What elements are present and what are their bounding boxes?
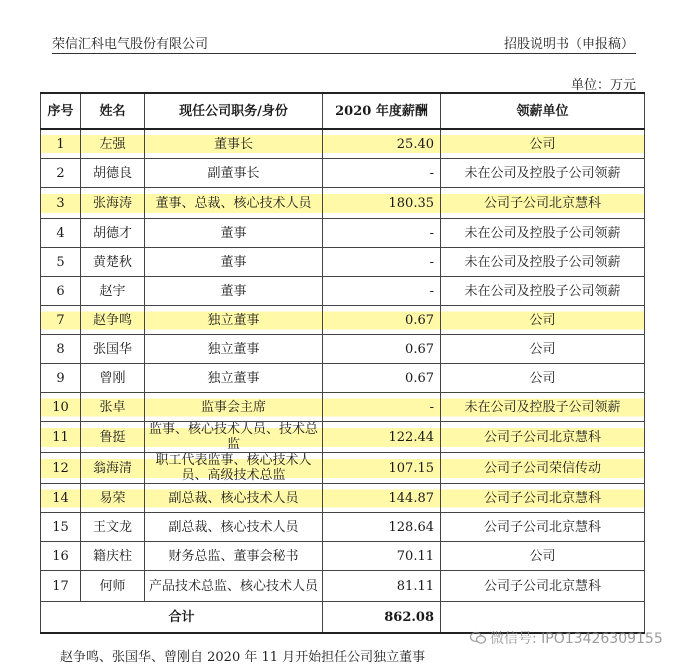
row-role: 独立董事 (145, 364, 323, 393)
row-payer: 未在公司及控股子公司领薪 (441, 277, 645, 306)
row-payer: 公司 (441, 364, 645, 393)
row-payer: 公司 (441, 129, 645, 159)
row-role: 产品技术总监、核心技术人员 (145, 571, 323, 602)
row-role: 监事会主席 (145, 393, 323, 422)
row-name: 胡德良 (81, 159, 145, 188)
row-salary: - (323, 219, 441, 248)
row-name: 胡德才 (81, 219, 145, 248)
watermark-text: 微信号: IPO13426309155 (490, 631, 663, 647)
table-row (41, 484, 645, 513)
row-salary: 81.11 (323, 571, 441, 602)
table-row (41, 159, 645, 188)
table-row (41, 571, 645, 602)
row-role: 副总裁、核心技术人员 (145, 484, 323, 513)
row-salary: - (323, 159, 441, 188)
row-payer: 未在公司及控股子公司领薪 (441, 219, 645, 248)
row-name: 赵宇 (81, 277, 145, 306)
table-row (41, 129, 645, 159)
row-name: 曾刚 (81, 364, 145, 393)
table-row (41, 513, 645, 542)
row-no: 1 (41, 129, 81, 159)
table-row (41, 542, 645, 571)
row-salary: 0.67 (323, 306, 441, 335)
row-payer: 公司子公司北京慧科 (441, 188, 645, 219)
row-no: 2 (41, 159, 81, 188)
row-no: 7 (41, 306, 81, 335)
row-role: 董事、总裁、核心技术人员 (145, 188, 323, 219)
row-name: 鲁挺 (81, 422, 145, 453)
row-name: 翁海清 (81, 453, 145, 484)
row-name: 籍庆柱 (81, 542, 145, 571)
unit-label: 单位：万元 (570, 78, 636, 93)
compensation-table (40, 92, 645, 634)
row-salary: - (323, 248, 441, 277)
row-name: 王文龙 (81, 513, 145, 542)
row-payer: 未在公司及控股子公司领薪 (441, 159, 645, 188)
row-payer: 公司子公司荣信传动 (441, 453, 645, 484)
row-salary: 107.15 (323, 453, 441, 484)
table-row (41, 188, 645, 219)
table-row (41, 219, 645, 248)
row-name: 张国华 (81, 335, 145, 364)
row-payer: 公司子公司北京慧科 (441, 513, 645, 542)
row-no: 8 (41, 335, 81, 364)
row-salary: 128.64 (323, 513, 441, 542)
row-name: 赵争鸣 (81, 306, 145, 335)
row-salary: 0.67 (323, 364, 441, 393)
row-role: 董事 (145, 277, 323, 306)
col-header-role: 现任公司职务/身份 (145, 93, 323, 129)
table-row (41, 453, 645, 484)
row-salary: 122.44 (323, 422, 441, 453)
table-row (41, 277, 645, 306)
row-no: 9 (41, 364, 81, 393)
row-payer: 公司子公司北京慧科 (441, 422, 645, 453)
row-no: 16 (41, 542, 81, 571)
table-row (41, 248, 645, 277)
row-name: 左强 (81, 129, 145, 159)
row-role: 副董事长 (145, 159, 323, 188)
col-header-salary: 2020 年度薪酬 (323, 93, 441, 129)
wechat-icon (470, 631, 486, 645)
row-role: 独立董事 (145, 306, 323, 335)
row-role: 监事、核心技术人员、技术总监 (145, 422, 323, 453)
row-name: 何师 (81, 571, 145, 602)
row-name: 张海涛 (81, 188, 145, 219)
watermark (470, 628, 663, 648)
row-payer: 公司子公司北京慧科 (441, 571, 645, 602)
row-role: 独立董事 (145, 335, 323, 364)
company-name: 荣信汇科电气股份有限公司 (52, 37, 209, 52)
total-label: 合计 (41, 602, 323, 634)
col-header-name: 姓名 (81, 93, 145, 129)
row-no: 4 (41, 219, 81, 248)
row-role: 财务总监、董事会秘书 (145, 542, 323, 571)
row-no: 15 (41, 513, 81, 542)
row-no: 5 (41, 248, 81, 277)
table-row (41, 393, 645, 422)
row-role: 职工代表监事、核心技术人员、高级技术总监 (145, 453, 323, 484)
row-no: 14 (41, 484, 81, 513)
row-role: 董事 (145, 219, 323, 248)
row-no: 12 (41, 453, 81, 484)
row-payer: 公司 (441, 306, 645, 335)
header-divider (52, 53, 636, 54)
row-no: 3 (41, 188, 81, 219)
document-title: 招股说明书（申报稿） (503, 37, 634, 52)
row-no: 17 (41, 571, 81, 602)
table-row (41, 306, 645, 335)
row-no: 6 (41, 277, 81, 306)
row-salary: - (323, 277, 441, 306)
row-role: 董事 (145, 248, 323, 277)
row-name: 黄楚秋 (81, 248, 145, 277)
col-header-payer: 领薪单位 (441, 93, 645, 129)
footnote: 赵争鸣、张国华、曾刚自 2020 年 11 月开始担任公司独立董事 (60, 650, 426, 665)
row-payer: 未在公司及控股子公司领薪 (441, 393, 645, 422)
row-no: 10 (41, 393, 81, 422)
row-salary: 25.40 (323, 129, 441, 159)
row-payer: 未在公司及控股子公司领薪 (441, 248, 645, 277)
table-body (41, 129, 645, 602)
total-value: 862.08 (323, 602, 441, 634)
row-salary: 0.67 (323, 335, 441, 364)
page-header (52, 33, 634, 53)
row-salary: 70.11 (323, 542, 441, 571)
table-header-row (41, 93, 645, 129)
row-salary: 144.87 (323, 484, 441, 513)
row-salary: 180.35 (323, 188, 441, 219)
row-payer: 公司 (441, 542, 645, 571)
row-role: 副总裁、核心技术人员 (145, 513, 323, 542)
row-name: 易荣 (81, 484, 145, 513)
row-name: 张卓 (81, 393, 145, 422)
table-row (41, 364, 645, 393)
col-header-no: 序号 (41, 93, 81, 129)
row-payer: 公司子公司北京慧科 (441, 484, 645, 513)
row-no: 11 (41, 422, 81, 453)
table-row (41, 335, 645, 364)
row-payer: 公司 (441, 335, 645, 364)
table-row (41, 422, 645, 453)
row-role: 董事长 (145, 129, 323, 159)
row-salary: - (323, 393, 441, 422)
